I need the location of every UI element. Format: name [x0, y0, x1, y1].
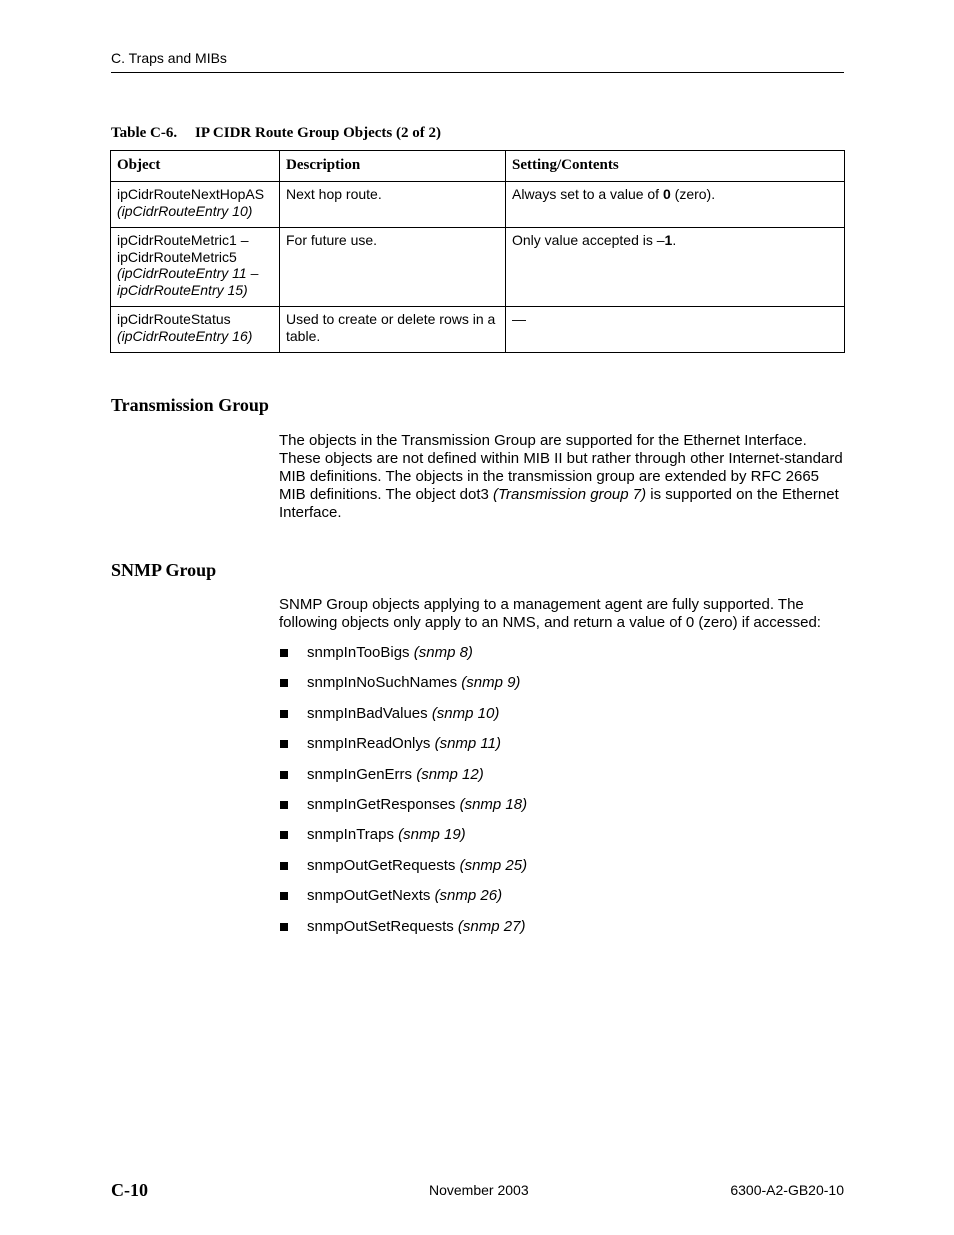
list-item: snmpOutGetNexts (snmp 26) [279, 886, 527, 916]
table-caption-title: IP CIDR Route Group Objects (2 of 2) [195, 125, 441, 141]
header-rule [111, 72, 844, 73]
running-head: C. Traps and MIBs [111, 50, 227, 66]
list-item: snmpInBadValues (snmp 10) [279, 704, 527, 734]
description-cell: Used to create or delete rows in a table. [280, 307, 506, 353]
description-cell: Next hop route. [280, 182, 506, 228]
list-item: snmpOutGetRequests (snmp 25) [279, 856, 527, 886]
bullet-square-icon [280, 679, 288, 687]
bullet-square-icon [280, 740, 288, 748]
column-header-object: Object [111, 151, 280, 182]
bullet-square-icon [280, 892, 288, 900]
list-item: snmpOutSetRequests (snmp 27) [279, 917, 527, 947]
object-name: ipCidrRouteMetric1 – [117, 232, 249, 248]
object-cell [111, 307, 280, 353]
list-item: snmpInGetResponses (snmp 18) [279, 795, 527, 825]
column-header-setting: Setting/Contents [506, 151, 845, 182]
snmp-object-list [279, 643, 527, 947]
snmp-group-heading: SNMP Group [111, 560, 217, 580]
description-cell: For future use. [280, 228, 506, 307]
bullet-square-icon [280, 649, 288, 657]
bullet-square-icon [280, 862, 288, 870]
object-name: ipCidrRouteNextHopAS [117, 186, 265, 202]
column-header-description: Description [280, 151, 506, 182]
object-ref: (ipCidrRouteEntry 10) [117, 202, 253, 219]
object-ref: (ipCidrRouteEntry 16) [117, 327, 253, 344]
setting-cell: Only value accepted is –1. [506, 228, 845, 307]
table-header-row [111, 151, 845, 182]
page-number: C-10 [111, 1180, 148, 1200]
table-row [111, 182, 845, 228]
table-row [111, 228, 845, 307]
object-name: ipCidrRouteMetric5 [117, 248, 237, 265]
transmission-group-paragraph: The objects in the Transmission Group are supported for the Ethernet Interface. These objects are not defined within MIB II but rather through other Internet-standard MIB definitions. The objects in the transmission group are extended by RFC 2665 MIB definitions. The object dot3 (Transmission group 7) is supported on the Ethernet Interface. [279, 432, 843, 521]
transmission-group-heading: Transmission Group [111, 395, 269, 415]
table-caption [111, 125, 441, 142]
setting-cell: Always set to a value of 0 (zero). [506, 182, 845, 228]
object-ref: ipCidrRouteEntry 15) [117, 281, 248, 298]
object-cell [111, 228, 280, 307]
bullet-square-icon [280, 771, 288, 779]
bullet-square-icon [280, 923, 288, 931]
list-item: snmpInGenErrs (snmp 12) [279, 765, 527, 795]
setting-cell: — [506, 307, 845, 353]
bullet-square-icon [280, 801, 288, 809]
snmp-group-intro: SNMP Group objects applying to a management agent are fully supported. The following objects only apply to an NMS, and return a value of 0 (zero) if accessed: [279, 596, 821, 631]
cidr-route-objects-table [110, 150, 845, 353]
bullet-square-icon [280, 831, 288, 839]
object-ref: (ipCidrRouteEntry 11 – [117, 265, 259, 281]
list-item: snmpInNoSuchNames (snmp 9) [279, 673, 527, 703]
object-cell [111, 182, 280, 228]
list-item: snmpInTooBigs (snmp 8) [279, 643, 527, 673]
footer-date: November 2003 [429, 1182, 529, 1198]
object-name: ipCidrRouteStatus [117, 311, 231, 327]
bullet-square-icon [280, 710, 288, 718]
table-row [111, 307, 845, 353]
list-item: snmpInTraps (snmp 19) [279, 825, 527, 855]
list-item: snmpInReadOnlys (snmp 11) [279, 734, 527, 764]
document-number: 6300-A2-GB20-10 [730, 1182, 844, 1198]
table-caption-number: Table C-6. [111, 125, 178, 141]
